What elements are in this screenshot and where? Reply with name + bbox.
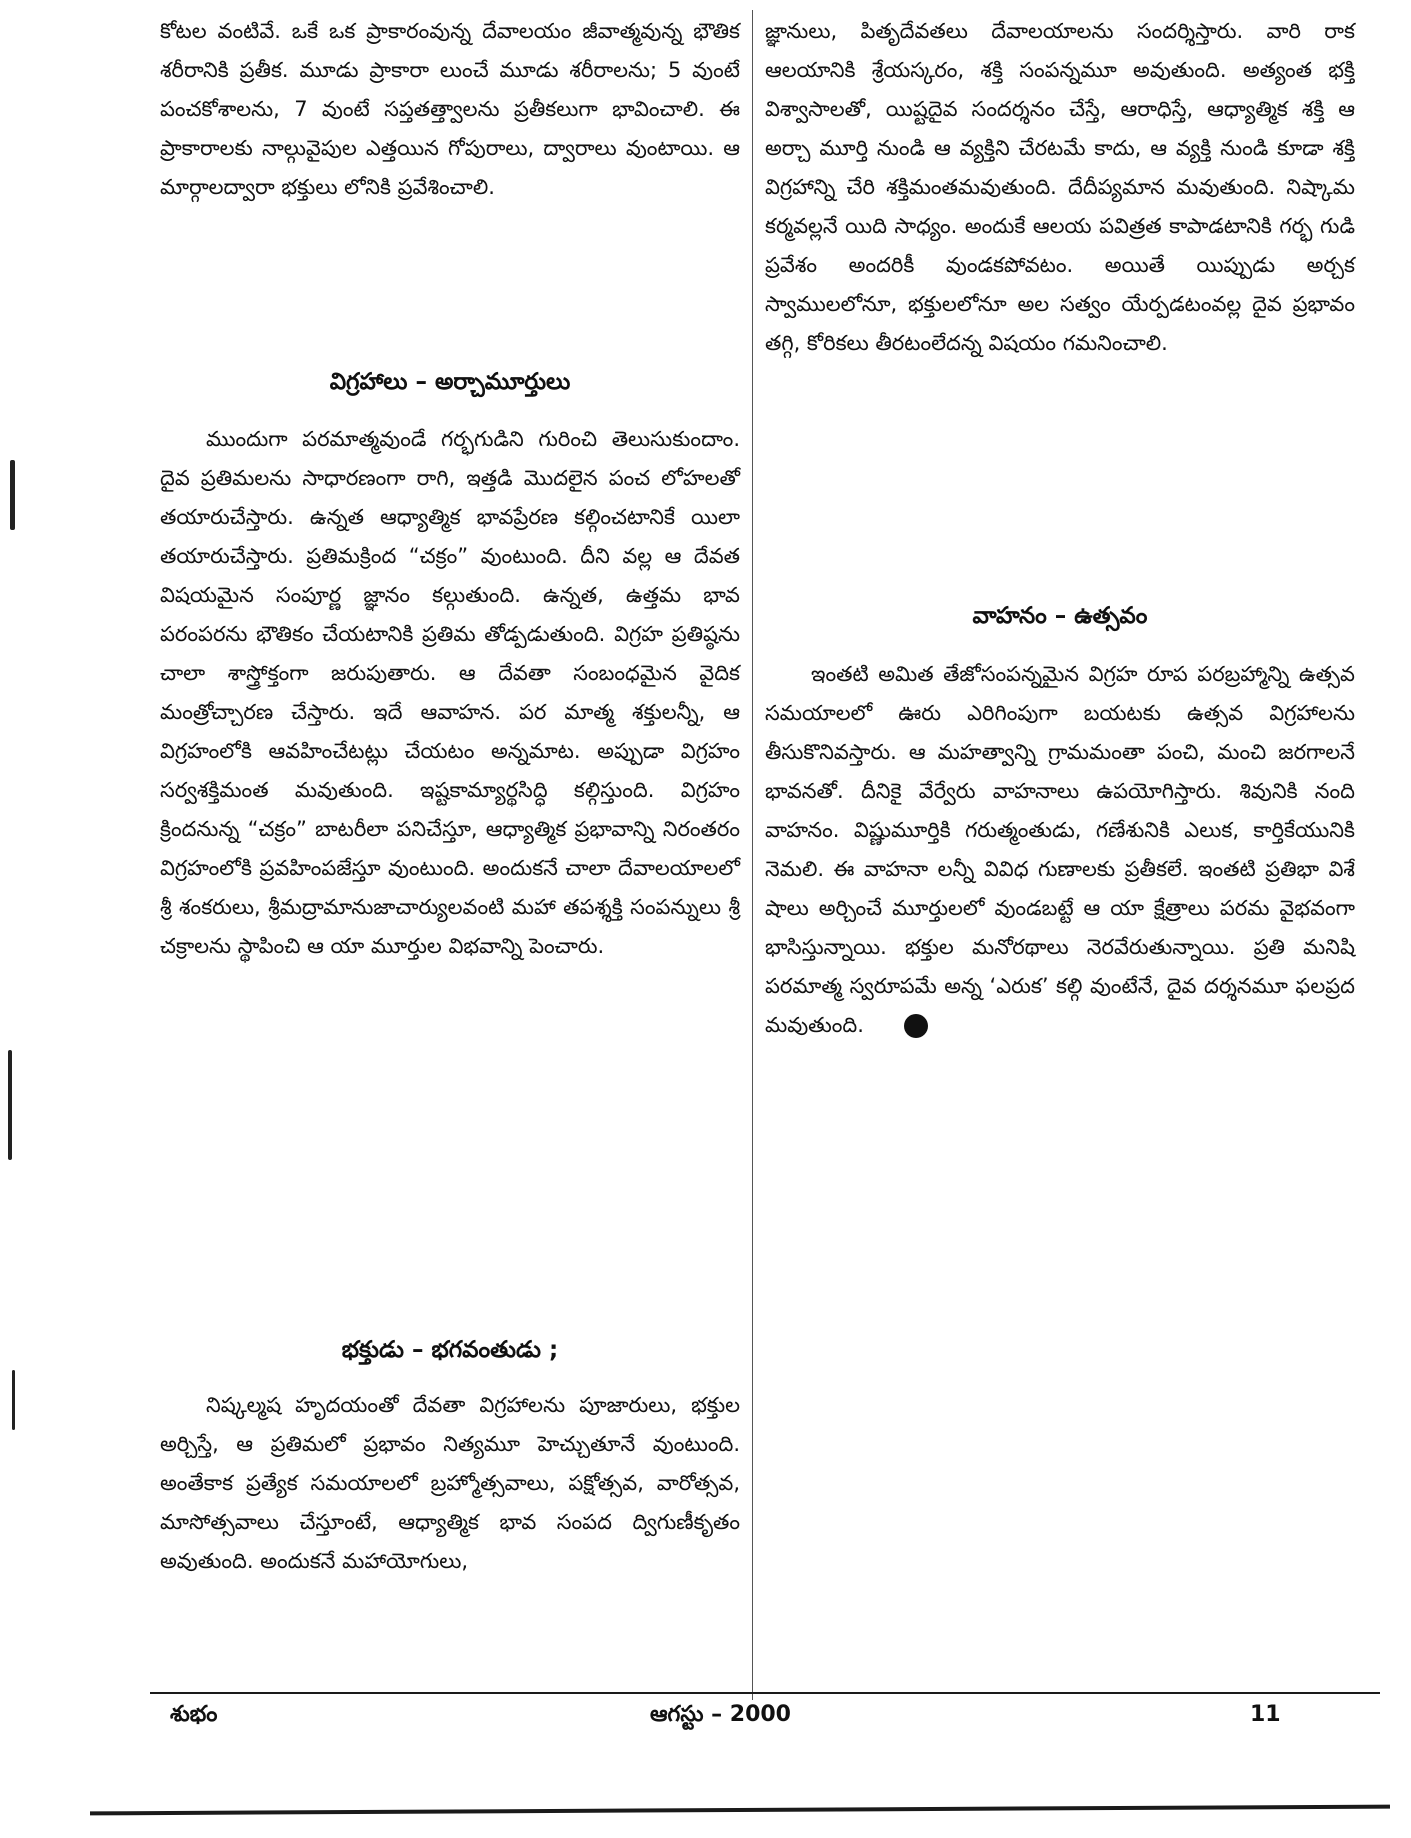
- scan-left-mark: [8, 1050, 12, 1160]
- vehicle-section-paragraph: [765, 655, 1355, 1045]
- vehicle-section-text: ఇంతటి అమిత తేజోసంపన్నమైన విగ్రహ రూప పరబ్రహ్మాన్ని ఉత్సవ సమయాలలో ఊరు ఎరిగింపుగా బయటకు ఉత్సవ విగ్రహాలను తీసుకొనివస్తారు. ఆ మహత్వాన్ని గ్రామమంతా పంచి, మంచి జరగాలనే భావనతో. దీనికై వేర్వేరు వాహనాలు ఉపయోగిస్తారు. శివునికి నంది వాహనం. విష్ణుమూర్తికి గరుత్మంతుడు, గణేశునికి ఎలుక, కార్తికేయునికి నెమలి. ఈ వాహనా లన్నీ వివిధ గుణాలకు ప్రతీకలే. ఇంతటి ప్రతిభా విశే షాలు అర్చించే మూర్తులలో వుండబట్టే ఆ యా క్షేత్రాలు పరమ వైభవంగా భాసిస్తున్నాయి. భక్తుల మనోరథాలు నెరవేరుతున్నాయి. ప్రతి మనిషి పరమాత్మ స్వరూపమే అన్న ‘ఎరుక’ కల్గి వుంటేనే, దైవ దర్శనమూ ఫలప్రద మవుతుంది.: [765, 662, 1355, 1037]
- footer-magazine-name: శుభం: [170, 1702, 218, 1727]
- continued-paragraph: జ్ఞానులు, పితృదేవతలు దేవాలయాలను సందర్శిస్తారు. వారి రాక ఆలయానికి శ్రేయస్కరం, శక్తి సంపన్నమూ అవుతుంది. అత్యంత భక్తి విశ్వాసాలతో, యిష్టదైవ సందర్శనం చేస్తే, ఆరాధిస్తే, ఆధ్యాత్మిక శక్తి ఆ అర్చా మూర్తి నుండి ఆ వ్యక్తిని చేరటమే కాదు, ఆ వ్యక్తి నుండి కూడా శక్తి విగ్రహాన్ని చేరి శక్తిమంతమవుతుంది. దేదీప్యమాన మవుతుంది. నిష్కామ కర్మవల్లనే యిది సాధ్యం. అందుకే ఆలయ పవిత్రత కాపాడటానికి గర్భ గుడి ప్రవేశం అందరికీ వుండకపోవటం. అయితే యిప్పుడు అర్చక స్వాములలోనూ, భక్తులలోనూ అల సత్వం యేర్పడటంవల్ల దైవ ప్రభావం తగ్గి, కోరికలు తీరటంలేదన్న విషయం గమనించాలి.: [765, 19, 1355, 355]
- page-footer: [0, 1702, 1411, 1742]
- left-column-section-2: [160, 1386, 740, 1581]
- section-heading-devotee: భక్తుడు – భగవంతుడు ;: [341, 1337, 559, 1363]
- right-column-continued: [765, 12, 1355, 363]
- scan-left-mark: [10, 460, 15, 530]
- section-heading-idols: విగ్రహాలు – అర్చామూర్తులు: [329, 369, 571, 395]
- intro-paragraph: కోటల వంటివే. ఒకే ఒక ప్రాకారంవున్న దేవాలయం జీవాత్మవున్న భౌతిక శరీరానికి ప్రతీక. మూడు ప్రాకారా లుంచే మూడు శరీరాలను; 5 వుంటే పంచకోశాలను, 7 వుంటే సప్తతత్త్వాలను ప్రతీకలుగా భావించాలి. ఈ ప్రాకారాలకు నాల్గువైపుల ఎత్తయిన గోపురాలు, ద్వారాలు వుంటాయి. ఆ మార్గాలద్వారా భక్తులు లోనికి ప్రవేశించాలి.: [160, 19, 740, 199]
- right-column-section-1: [765, 655, 1355, 1045]
- section-1-paragraph: ముందుగా పరమాత్మవుండే గర్భగుడిని గురించి తెలుసుకుందాం. దైవ ప్రతిమలను సాధారణంగా రాగి, ఇత్తడి మొదలైన పంచ లోహలతో తయారుచేస్తారు. ఉన్నత ఆధ్యాత్మిక భావప్రేరణ కల్గించటానికే యిలా తయారుచేస్తారు. ప్రతిమక్రింద “చక్రం” వుంటుంది. దీని వల్ల ఆ దేవత విషయమైన సంపూర్ణ జ్ఞానం కల్గుతుంది. ఉన్నత, ఉత్తమ భావ పరంపరను భౌతికం చేయటానికి ప్రతిమ తోడ్పడుతుంది. విగ్రహ ప్రతిష్ఠను చాలా శాస్త్రోక్తంగా జరుపుతారు. ఆ దేవతా సంబంధమైన వైదిక మంత్రోచ్చారణ చేస్తారు. ఇదే ఆవాహన. పర మాత్మ శక్తులన్నీ, ఆ విగ్రహంలోకి ఆవహించేటట్లు చేయటం అన్నమాట. అప్పుడా విగ్రహం సర్వశక్తిమంత మవుతుంది. ఇష్టకామ్యార్థసిద్ధి కల్గిస్తుంది. విగ్రహం క్రిందనున్న “చక్రం” బాటరీలా పనిచేస్తూ, ఆధ్యాత్మిక ప్రభావాన్ని నిరంతరం విగ్రహంలోకి ప్రవహింపజేస్తూ వుంటుంది. అందుకనే చాలా దేవాలయాలలో శ్రీ శంకరులు, శ్రీమద్రామానుజాచార్యులవంటి మహా తపశ్శక్తి సంపన్నులు శ్రీ చక్రాలను స్థాపించి ఆ యా మూర్తుల విభవాన్ని పెంచారు.: [160, 427, 740, 958]
- scan-bottom-edge: [90, 1805, 1390, 1816]
- end-of-article-bullet-icon: [904, 1014, 928, 1038]
- section-heading-vehicle-festival: వాహనం – ఉత్సవం: [972, 603, 1148, 629]
- scan-left-mark: [12, 1370, 15, 1430]
- left-column-section-1: [160, 420, 740, 966]
- left-column-intro: [160, 12, 740, 207]
- footer-rule: [150, 1692, 1380, 1694]
- footer-page-number: 11: [1250, 1702, 1281, 1727]
- section-2-paragraph: నిష్కల్మష హృదయంతో దేవతా విగ్రహాలను పూజారులు, భక్తుల అర్చిస్తే, ఆ ప్రతిమలో ప్రభావం నిత్యమూ హెచ్చుతూనే వుంటుంది. అంతేకాక ప్రత్యేక సమయాలలో బ్రహ్మోత్సవాలు, పక్షోత్సవ, వారోత్సవ, మాసోత్సవాలు చేస్తూంటే, ఆధ్యాత్మిక భావ సంపద ద్విగుణీకృతం అవుతుంది. అందుకనే మహాయోగులు,: [160, 1393, 740, 1573]
- footer-month-year: ఆగస్టు – 2000: [650, 1702, 791, 1727]
- column-divider: [752, 10, 753, 1700]
